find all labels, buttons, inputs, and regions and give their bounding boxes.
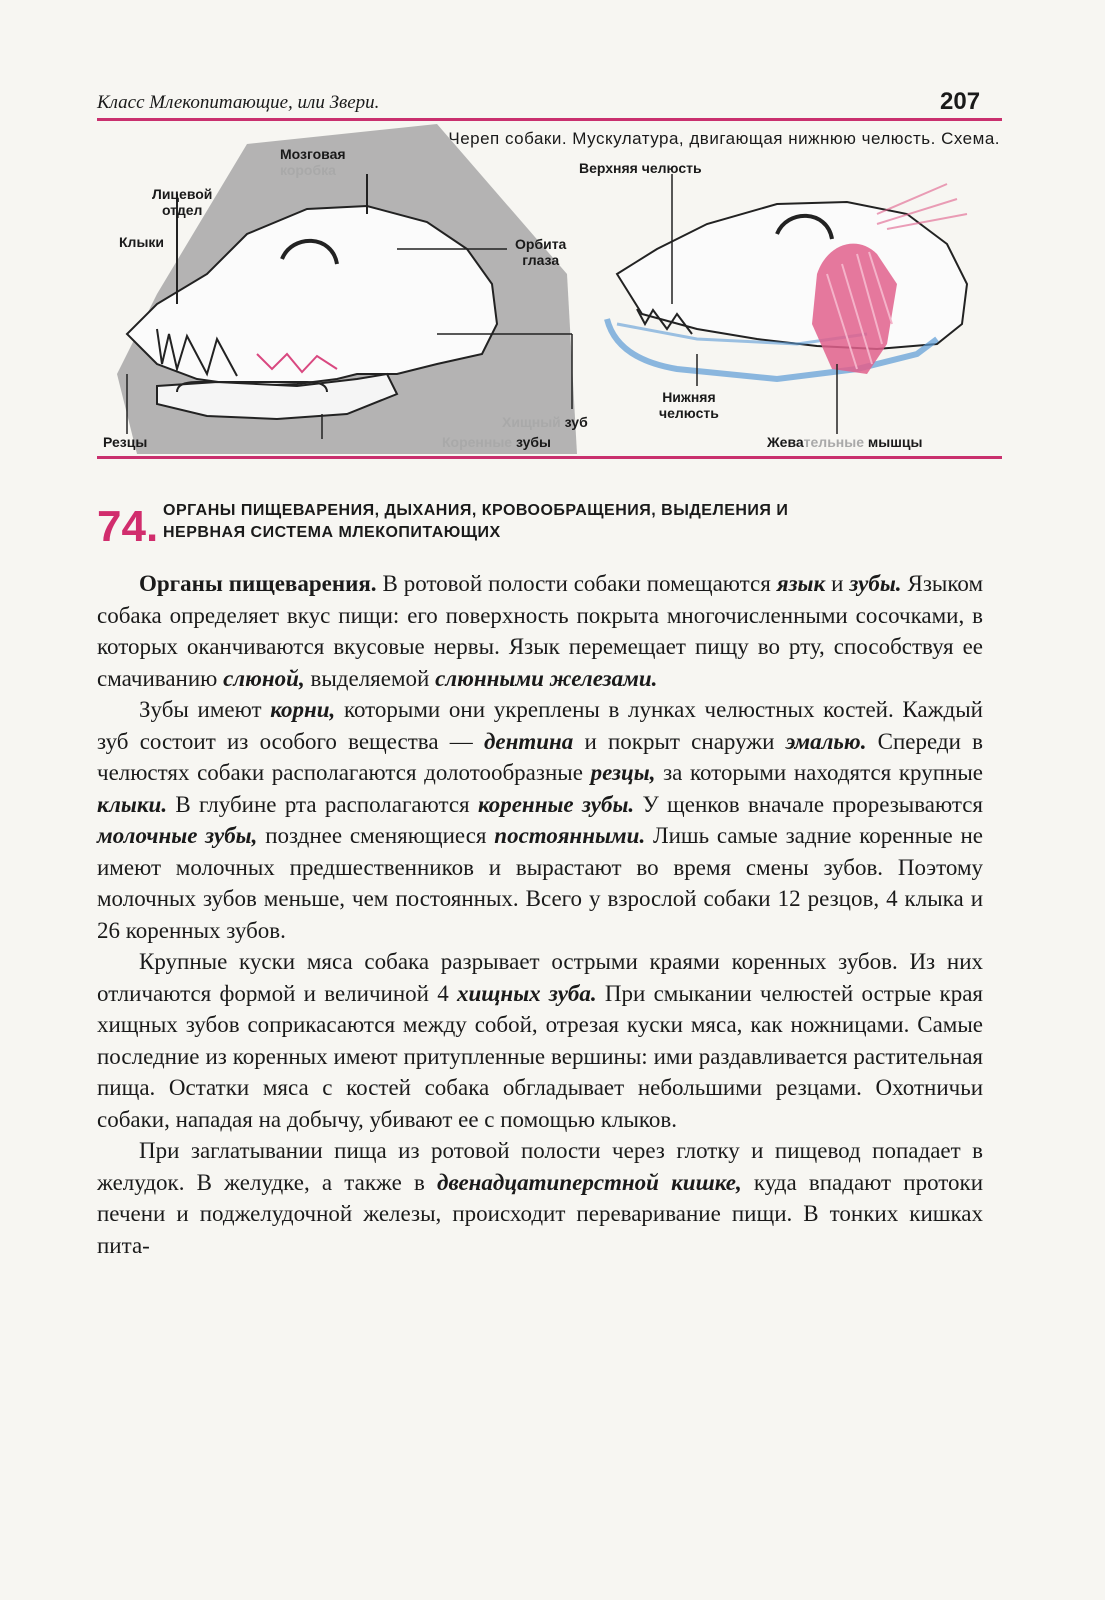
skull-illustration bbox=[97, 124, 1002, 454]
running-title: Класс Млекопитающие, или Звери. bbox=[97, 92, 380, 113]
label-facial-2: отдел bbox=[161, 202, 203, 218]
label-brain-case-2: коробка bbox=[280, 162, 336, 178]
p4-text-a: При заглатывании пища из ротовой полости через глотку и пищевод попадает в желудок. В желудке, а также в bbox=[97, 1138, 983, 1195]
p2-term-dentin: дентина bbox=[483, 728, 574, 754]
p1-text-d: и bbox=[825, 571, 850, 596]
label-molars-2: зубы bbox=[515, 434, 551, 450]
label-orbit-1: Орбита bbox=[515, 236, 567, 252]
label-orbit-2: глаза bbox=[522, 252, 560, 268]
label-chewing-2: тельные bbox=[803, 434, 864, 450]
section-number: 74. bbox=[97, 502, 159, 551]
label-orbit bbox=[515, 236, 566, 268]
p1-heading: Органы пищеварения. bbox=[139, 571, 377, 596]
p2-term-incisors: резцы, bbox=[590, 760, 656, 785]
p1-text-b: В ротовой полости собаки помещаются bbox=[376, 571, 777, 596]
label-lower-jaw-1: Нижняя bbox=[662, 389, 716, 405]
label-brain-case-1: Мозговая bbox=[280, 146, 346, 162]
p2-text-q: Лишь самые задние коренные не имеют молочных предшественников и вырастают во время смены зубов. Поэтому молочных зубов меньше, чем постоянных. Всего у взрослой собаки 12 резцов, 4 клыка и 26 коренных зубов. bbox=[97, 823, 983, 943]
body-text bbox=[97, 568, 983, 1261]
bottom-rule bbox=[97, 456, 1002, 459]
p4-text-c: куда впадают протоки печени и поджелудочной железы, происходит переваривание пищи. В тонких кишках пита- bbox=[97, 1169, 984, 1258]
p2-text-i: за которыми находятся крупные bbox=[655, 760, 983, 785]
figure-caption: Череп собаки. Мускулатура, двигающая нижнюю челюсть. Схема. bbox=[448, 129, 1000, 148]
paragraph-1 bbox=[97, 568, 983, 694]
label-chewing-3: мышцы bbox=[867, 434, 923, 450]
label-chewing-1: Жева bbox=[767, 434, 804, 450]
p2-term-molars: коренные зубы. bbox=[477, 791, 635, 817]
skull-figure bbox=[97, 124, 1002, 454]
label-upper-jaw: Верхняя челюсть bbox=[579, 160, 702, 176]
top-rule bbox=[97, 118, 1002, 121]
p3-term-carnassial: хищных зуба. bbox=[456, 980, 597, 1006]
p2-text-e: и покрыт снаружи bbox=[573, 728, 786, 754]
label-lower-jaw bbox=[659, 389, 719, 421]
p3-text-c: При смыкании челюстей острые края хищных зубов соприкасаются между собой, отрезая куски мяса, как ножницами. Самые последние из коренных имеют притупленные вершины: ими раздавливается растительная пища. Остатки мяса с костей собака обгладывает небольшими резцами. Охотничьи собаки, нападая на добычу, убивают ее с помощью клыков. bbox=[97, 980, 983, 1132]
p2-text-o: позднее сменяющиеся bbox=[257, 823, 495, 848]
label-molars bbox=[442, 434, 551, 450]
label-carnassial-2: зуб bbox=[564, 414, 588, 430]
paragraph-3 bbox=[97, 946, 983, 1135]
p3-text-a: Крупные куски мяса собака разрывает острыми краями коренных зубов. Из них отличаются формой и величиной 4 bbox=[97, 949, 983, 1006]
label-canines: Клыки bbox=[119, 234, 165, 250]
p2-text-a: Зубы имеют bbox=[139, 697, 271, 722]
p1-term-tongue: язык bbox=[776, 571, 826, 596]
p2-text-g: Спереди в челюстях собаки располагаются долотообразные bbox=[97, 728, 983, 785]
p1-text-h: выделяемой bbox=[304, 665, 436, 691]
label-incisors: Резцы bbox=[103, 434, 148, 450]
p2-term-milk-teeth: молочные зубы, bbox=[97, 823, 258, 848]
label-brain-case bbox=[280, 146, 346, 178]
page-number: 207 bbox=[940, 88, 981, 115]
p2-text-k: В глубине рта располагаются bbox=[167, 791, 478, 817]
p2-term-permanent: постоянными. bbox=[494, 823, 646, 848]
p1-term-saliva: слюной, bbox=[223, 665, 305, 691]
label-carnassial bbox=[502, 414, 588, 430]
p2-text-m: У щенков вначале прорезываются bbox=[634, 791, 983, 817]
paragraph-4 bbox=[97, 1135, 983, 1261]
p2-term-roots: корни, bbox=[270, 697, 336, 722]
p2-term-enamel: эмалью. bbox=[785, 728, 867, 754]
label-molars-1: Коренные bbox=[442, 434, 513, 450]
p4-term-duodenum: двенадцатиперстной кишке, bbox=[437, 1169, 742, 1195]
label-lower-jaw-2: челюсть bbox=[659, 405, 719, 421]
paragraph-2 bbox=[97, 694, 983, 946]
section-title: ОРГАНЫ ПИЩЕВАРЕНИЯ, ДЫХАНИЯ, КРОВООБРАЩЕНИЯ, ВЫДЕЛЕНИЯ И НЕРВНАЯ СИСТЕМА МЛЕКОПИТАЮЩИХ bbox=[163, 502, 789, 541]
label-carnassial-1: Хищный bbox=[502, 414, 561, 430]
p2-term-canines: клыки. bbox=[97, 791, 168, 817]
left-skull bbox=[127, 206, 497, 386]
label-chewing-muscles bbox=[767, 434, 922, 450]
p1-text-f: Языком собака определяет вкус пищи: его поверхность покрыта многочисленными сосочками, в которых оканчиваются вкусовые нервы. Язык перемещает пищу во рту, способствуя ее смачиванию bbox=[97, 571, 983, 691]
p2-text-c: которыми они укреплены в лунках челюстных костей. Каждый зуб состоит из особого вещества — bbox=[97, 697, 983, 754]
p1-term-glands: слюнными железами. bbox=[435, 665, 658, 691]
label-facial-1: Лицевой bbox=[152, 186, 213, 202]
p1-term-teeth: зубы. bbox=[849, 571, 902, 596]
label-facial bbox=[152, 186, 212, 218]
